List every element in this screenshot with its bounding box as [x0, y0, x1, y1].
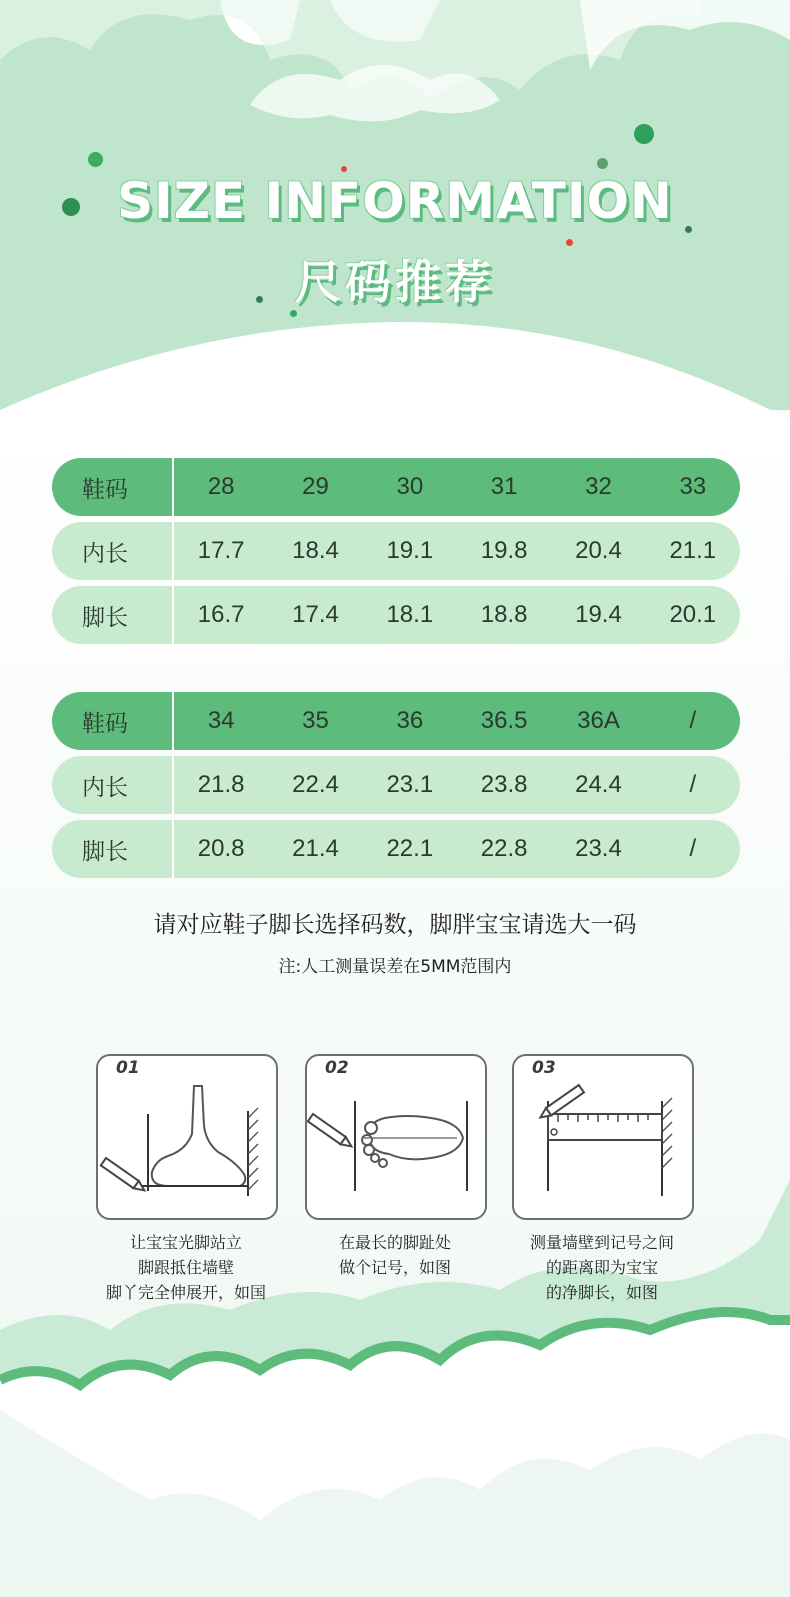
row-label: 脚长: [52, 586, 174, 644]
ruler-icon: [514, 1056, 692, 1218]
table-cell: 31: [490, 473, 518, 500]
step-line: 的净脚长，如图: [545, 1283, 658, 1302]
table-cell: 22.1: [386, 835, 434, 862]
table-cell: 19.1: [386, 537, 434, 564]
table-cell: 36.5: [480, 707, 528, 734]
step-line: 脚丫完全伸展开，如国: [105, 1283, 266, 1302]
table-cell: 33: [679, 473, 707, 500]
decor-dot: [597, 158, 608, 169]
step-number: 02: [325, 1058, 349, 1078]
row-label: 鞋码: [52, 692, 174, 750]
foot-side-icon: [98, 1056, 276, 1218]
table-cell: 16.7: [197, 601, 245, 628]
table-cell: /: [689, 835, 697, 862]
table-cell: 20.4: [575, 537, 622, 564]
measurement-error-note: 注:人工测量误差在5MM范围内: [278, 957, 512, 977]
table-cell: 18.4: [292, 537, 339, 564]
step-description: [76, 1230, 296, 1305]
table-cell: 23.8: [480, 771, 528, 798]
table-row-shoe-size: [52, 458, 740, 516]
foot-top-icon: [307, 1056, 485, 1218]
table-cell: 30: [396, 473, 424, 500]
table-cell: 35: [302, 707, 329, 734]
row-label: 鞋码: [52, 458, 174, 516]
table-cell: 17.4: [292, 601, 339, 628]
step-number: 03: [532, 1058, 556, 1078]
table-cell: 36: [396, 707, 424, 734]
step-line: 在最长的脚趾处: [338, 1233, 451, 1252]
table-cell: 22.4: [292, 771, 339, 798]
step-description: [492, 1230, 712, 1305]
table-row-shoe-size: [52, 692, 740, 750]
title-english: SIZE INFORMATION: [117, 172, 673, 230]
table-cell: 32: [585, 473, 612, 500]
step-line: 测量墙壁到记号之间: [529, 1233, 674, 1252]
table-cell: 23.4: [575, 835, 622, 862]
table-cell: 29: [302, 473, 329, 500]
step-illustration-card: [96, 1054, 278, 1220]
table-row-foot-length: [52, 820, 740, 878]
step-line: 让宝宝光脚站立: [129, 1233, 242, 1252]
decor-dot: [88, 152, 103, 167]
step-illustration-card: [512, 1054, 694, 1220]
table-cell: /: [689, 771, 697, 798]
decor-dot: [634, 124, 654, 144]
table-cell: 18.1: [386, 601, 434, 628]
table-cell: 21.1: [669, 537, 717, 564]
table-cell: 22.8: [480, 835, 528, 862]
size-table-1: [52, 458, 740, 650]
step-number: 01: [116, 1058, 140, 1078]
step-illustration-card: [305, 1054, 487, 1220]
row-label: 内长: [52, 522, 174, 580]
table-cell: 19.8: [480, 537, 528, 564]
table-cell: 20.8: [197, 835, 245, 862]
table-cell: 21.4: [292, 835, 339, 862]
step-line: 脚跟抵住墙壁: [137, 1258, 234, 1277]
step-line: 做个记号，如图: [338, 1258, 451, 1277]
table-cell: 18.8: [480, 601, 528, 628]
table-cell: 17.7: [197, 537, 245, 564]
table-cell: 20.1: [669, 601, 717, 628]
size-advice-text: 请对应鞋子脚长选择码数，脚胖宝宝请选大一码: [153, 912, 637, 938]
row-label: 内长: [52, 756, 174, 814]
table-row-inner-length: [52, 756, 740, 814]
table-cell: 24.4: [575, 771, 622, 798]
table-cell: 23.1: [386, 771, 434, 798]
decor-dot: [566, 239, 573, 246]
step-description: [285, 1230, 505, 1280]
size-table-2: [52, 692, 740, 884]
table-cell: 36A: [577, 707, 620, 734]
row-label: 脚长: [52, 820, 174, 878]
table-cell: 34: [207, 707, 235, 734]
table-cell: /: [689, 707, 697, 734]
title-chinese: 尺码推荐: [295, 255, 495, 309]
table-row-foot-length: [52, 586, 740, 644]
step-line: 的距离即为宝宝: [545, 1258, 658, 1277]
table-cell: 21.8: [197, 771, 245, 798]
table-row-inner-length: [52, 522, 740, 580]
table-cell: 28: [207, 473, 235, 500]
table-cell: 19.4: [575, 601, 622, 628]
